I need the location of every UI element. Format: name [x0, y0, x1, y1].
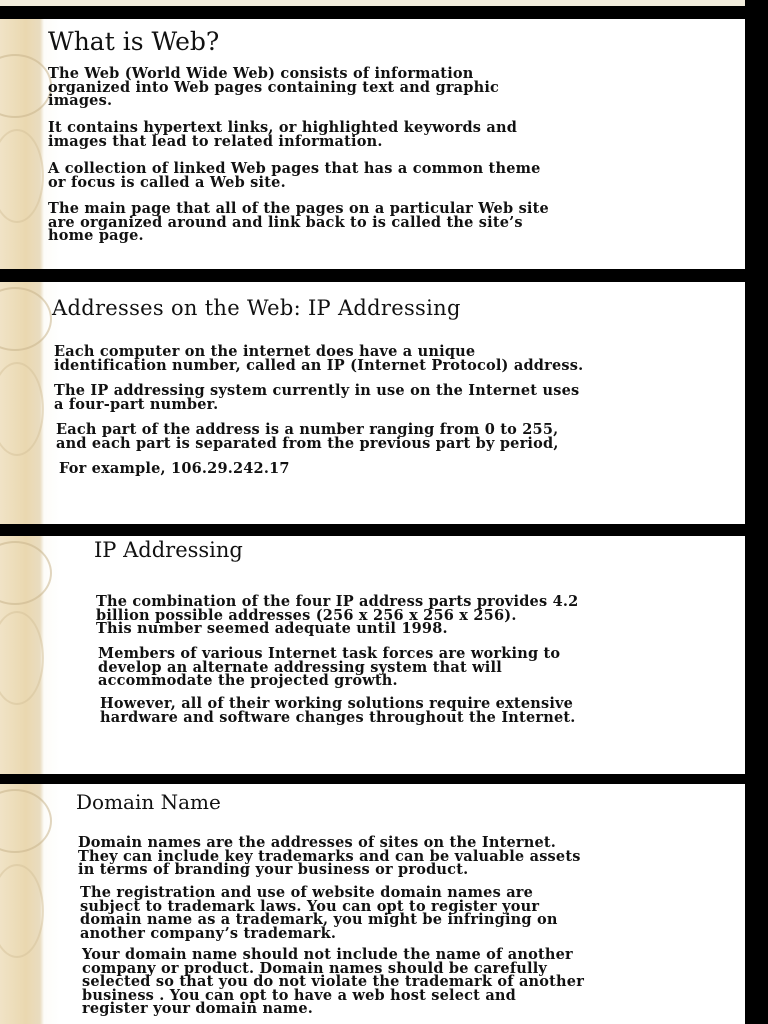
slide-ip-addressing — [0, 536, 745, 774]
decorative-swirl — [0, 864, 44, 958]
decorative-swirl — [0, 287, 52, 351]
slide-ip-addressing-intro — [0, 282, 745, 524]
slide-what-is-web — [0, 19, 745, 269]
decorative-swirl — [0, 362, 44, 456]
decorative-swirl — [0, 789, 52, 853]
slide-domain-name — [0, 784, 745, 1024]
slide-paragraph: Each part of the address is a number ranging from 0 to 255, and each part is separated from the previous part by period, — [56, 421, 559, 452]
slide-paragraph: The registration and use of website domain names are subject to trademark laws. You can opt to register your domain name as a trademark, you might be infringing on another company’s trademark. — [80, 884, 558, 942]
slide-paragraph: Your domain name should not include the name of another company or product. Domain names should be carefully selected so that you do not violate the trademark of another business . You can opt to have a web host select and register your domain name. — [82, 946, 585, 1017]
slide-paragraph: The combination of the four IP address parts provides 4.2 billion possible addresses (256 x 256 x 256 x 256). This number seemed adequate until 1998. — [96, 593, 579, 637]
slide-paragraph: The main page that all of the pages on a particular Web site are organized around and link back to is called the site’s home page. — [48, 200, 549, 244]
slide-title: IP Addressing — [94, 538, 243, 562]
slide-paragraph: It contains hypertext links, or highlighted keywords and images that lead to related information. — [48, 119, 518, 150]
decorative-swirl — [0, 541, 52, 605]
slide-title: Addresses on the Web: IP Addressing — [52, 296, 461, 320]
slide-paragraph: Domain names are the addresses of sites on the Internet. They can include key trademarks and can be valuable assets in terms of branding your business or product. — [78, 834, 581, 878]
slide-paragraph: The Web (World Wide Web) consists of information organized into Web pages containing text and graphic images. — [48, 65, 500, 109]
decorative-swirl — [0, 611, 44, 705]
slide-paragraph: Members of various Internet task forces are working to develop an alternate addressing system that will accommodate the projected growth. — [98, 645, 561, 689]
decorative-swirl — [0, 129, 44, 223]
slide-paragraph: However, all of their working solutions require extensive hardware and software changes throughout the Internet. — [100, 695, 576, 726]
slide-title: Domain Name — [76, 790, 221, 814]
decorative-swirl — [0, 54, 52, 118]
slide-paragraph: Each computer on the internet does have a unique identification number, called an IP (Internet Protocol) address. — [54, 343, 584, 374]
slide-paragraph: For example, 106.29.242.17 — [59, 460, 290, 477]
previous-slide-edge — [0, 0, 745, 6]
slide-paragraph: The IP addressing system currently in use on the Internet uses a four-part number. — [54, 382, 580, 413]
slide-paragraph: A collection of linked Web pages that has a common theme or focus is called a Web site. — [48, 160, 541, 191]
slide-title: What is Web? — [48, 27, 220, 56]
